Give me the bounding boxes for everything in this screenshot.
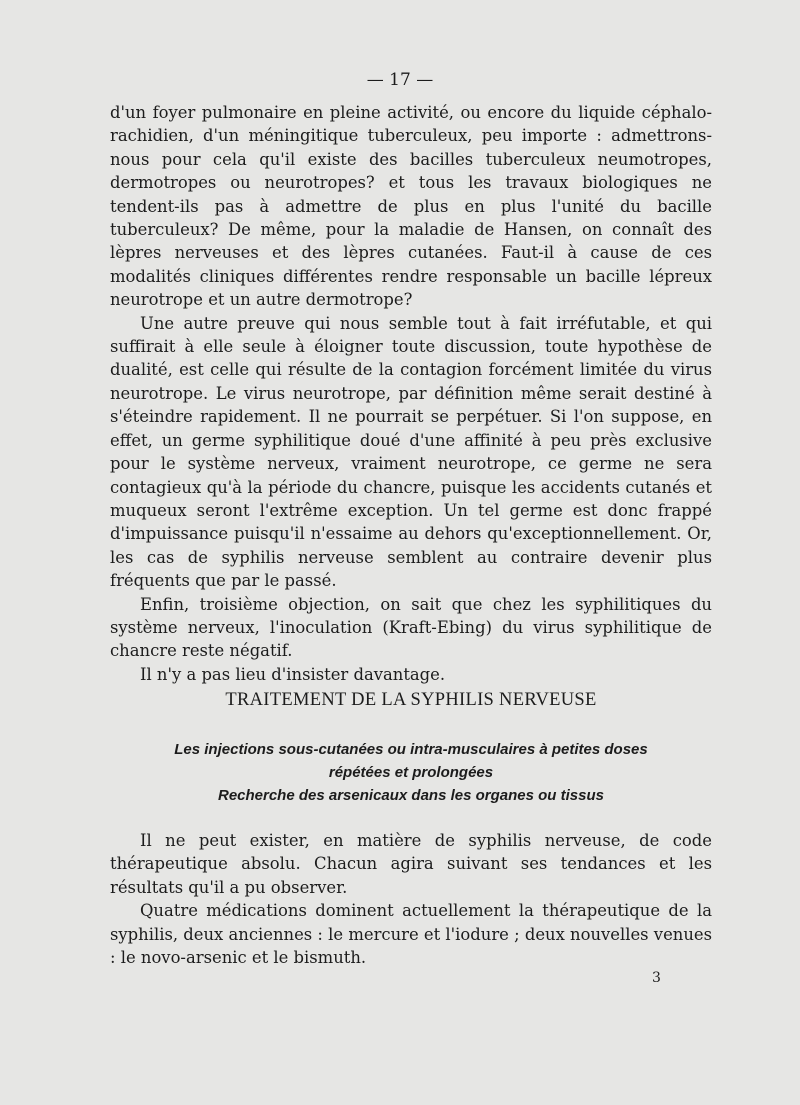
- page-number: — 17 —: [366, 70, 434, 90]
- subtitle-line: répétées et prolongées: [328, 764, 494, 781]
- paragraph: Il n'y a pas lieu d'insister davantage.: [140, 664, 446, 684]
- subtitle-line: Les injections sous-cutanées ou intra-musculaires à petites doses: [174, 741, 648, 758]
- paragraph: Quatre médications dominent actuellement la thérapeutique de la syphilis, deux anciennes : le mercure et l'iodure ; deux nouvelles venues : le novo-arsenic et le bismuth.: [110, 901, 712, 968]
- section-subtitle: [110, 738, 712, 807]
- signature-mark: 3: [652, 970, 661, 986]
- paragraph: d'un foyer pulmonaire en pleine activité, ou encore du liquide céphalo-rachidien, d'un méningitique tuberculeux, peu importe : admettrons-nous pour cela qu'il existe des bacilles tuberculeux neumotropes, dermotropes ou neurotropes? et tous les travaux biologiques ne tendent-ils pas à admettre de plus en plus l'unité du bacille tuberculeux? De même, pour la maladie de Hansen, on connaît des lèpres nerveuses et des lèpres cutanées. Faut-il à cause de ces modalités cliniques différentes rendre responsable un bacille lépreux neurotrope et un autre dermotrope?: [110, 103, 712, 310]
- body-text-top: [110, 101, 712, 686]
- section-title: TRAITEMENT DE LA SYPHILIS NERVEUSE: [225, 690, 597, 710]
- paragraph: Enfin, troisième objection, on sait que chez les syphilitiques du système nerveux, l'inoculation (Kraft-Ebing) du virus syphilitique de chancre reste négatif.: [110, 594, 712, 661]
- paragraph: Une autre preuve qui nous semble tout à fait irréfutable, et qui suffirait à elle seule à éloigner toute discussion, toute hypothèse de dualité, est celle qui résulte de la contagion forcément limitée du virus neurotrope. Le virus neurotrope, par définition même serait destiné à s'éteindre rapidement. Il ne pourrait se perpétuer. Si l'on suppose, en effet, un germe syphilitique doué d'une affinité à peu près exclusive pour le système nerveux, vraiment neurotrope, ce germe ne sera contagieux qu'à la période du chancre, puisque les accidents cutanés et muqueux seront l'extrême exception. Un tel germe est donc frappé d'impuissance puisqu'il n'essaime au dehors qu'exceptionnellement. Or, les cas de syphilis nerveuse semblent au contraire devenir plus fréquents que par le passé.: [110, 313, 712, 591]
- body-text-bottom: [110, 829, 712, 969]
- subtitle-line: Recherche des arsenicaux dans les organes ou tissus: [217, 787, 604, 804]
- paragraph: Il ne peut exister, en matière de syphilis nerveuse, de code thérapeutique absolu. Chacun agira suivant ses tendances et les résultats qu'il a pu observer.: [110, 831, 712, 897]
